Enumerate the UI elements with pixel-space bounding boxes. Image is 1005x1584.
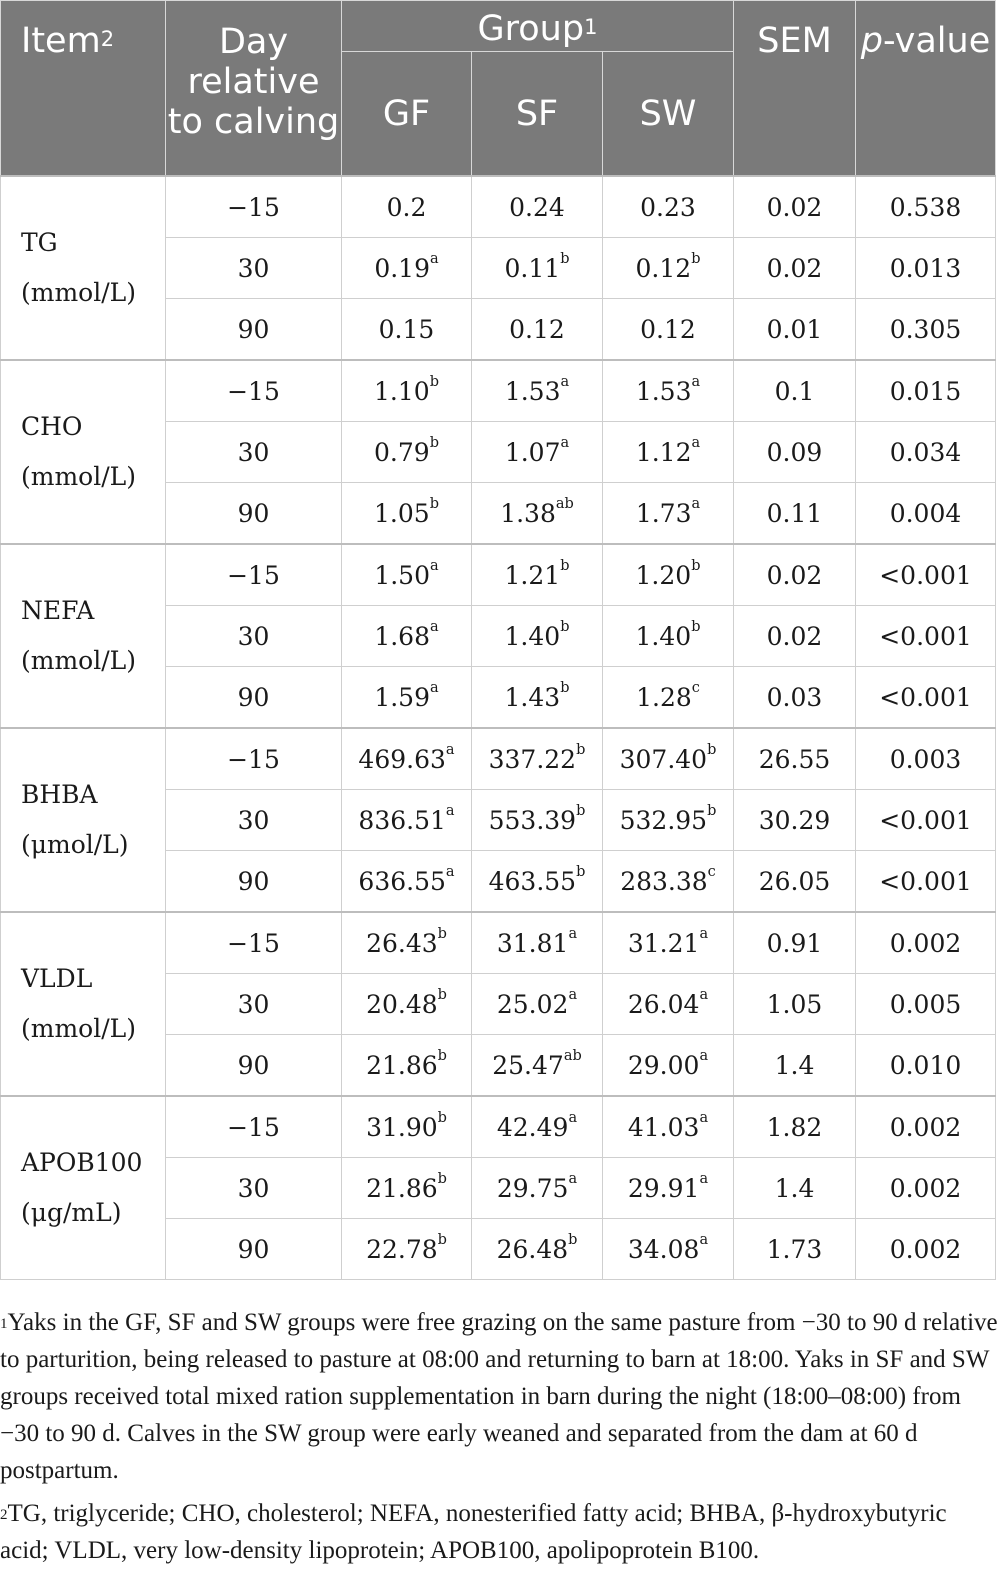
item-unit: (mmol/L) bbox=[21, 1014, 136, 1043]
superscript: b bbox=[437, 1109, 447, 1126]
cell-pvalue: 0.034 bbox=[856, 422, 996, 483]
cell-gf bbox=[342, 667, 472, 729]
value: 0.12 bbox=[509, 314, 565, 344]
item-unit: (μg/mL) bbox=[21, 1198, 122, 1227]
value: 26.48 bbox=[496, 1234, 569, 1264]
superscript: a bbox=[699, 925, 709, 942]
cell-gf bbox=[342, 606, 472, 667]
value: 0.11 bbox=[504, 253, 561, 283]
cell-gf bbox=[342, 1219, 472, 1280]
cell-pvalue: 0.013 bbox=[856, 238, 996, 299]
superscript: a bbox=[699, 1170, 709, 1187]
cell-sw bbox=[603, 606, 734, 667]
cell-sf bbox=[472, 1096, 603, 1158]
value: 553.39 bbox=[488, 805, 577, 835]
cell-gf bbox=[342, 974, 472, 1035]
cell-sf bbox=[472, 790, 603, 851]
cell-item bbox=[1, 176, 166, 360]
value: 532.95 bbox=[619, 805, 708, 835]
cell-item bbox=[1, 728, 166, 912]
header-item: Item$^2$ bbox=[1, 1, 166, 177]
item-name: VLDL bbox=[21, 964, 93, 993]
value: 1.07 bbox=[504, 437, 561, 467]
cell-sw bbox=[603, 851, 734, 913]
cell-sw bbox=[603, 1219, 734, 1280]
cell-sf bbox=[472, 1158, 603, 1219]
cell-sem: 0.1 bbox=[734, 360, 856, 422]
cell-sem: 0.11 bbox=[734, 483, 856, 545]
superscript: b bbox=[429, 495, 439, 512]
item-name: APOB100 bbox=[21, 1148, 143, 1177]
table-row bbox=[1, 1096, 996, 1158]
cell-sf bbox=[472, 238, 603, 299]
header-group: Group$^1$ bbox=[342, 1, 734, 52]
cell-sf bbox=[472, 1219, 603, 1280]
cell-sem: 0.01 bbox=[734, 299, 856, 361]
cell-day: −15 bbox=[166, 912, 342, 974]
value: 1.28 bbox=[636, 682, 692, 712]
superscript: a bbox=[691, 373, 701, 390]
superscript: a bbox=[560, 373, 570, 390]
cell-day: 30 bbox=[166, 238, 342, 299]
value: 283.38 bbox=[620, 866, 708, 896]
superscript: b bbox=[560, 250, 570, 267]
header-group-gf: GF bbox=[342, 52, 472, 177]
superscript: a bbox=[699, 986, 709, 1003]
value: 34.08 bbox=[627, 1234, 700, 1264]
cell-gf bbox=[342, 360, 472, 422]
value: 1.05 bbox=[374, 498, 430, 528]
cell-pvalue: 0.004 bbox=[856, 483, 996, 545]
value: 31.81 bbox=[496, 928, 569, 958]
cell-sem: 1.05 bbox=[734, 974, 856, 1035]
cell-sf bbox=[472, 912, 603, 974]
cell-day: 30 bbox=[166, 606, 342, 667]
header-group-sf: SF bbox=[472, 52, 603, 177]
value: 29.75 bbox=[496, 1173, 569, 1203]
superscript: a bbox=[568, 1109, 578, 1126]
superscript: a bbox=[691, 434, 701, 451]
cell-sf bbox=[472, 176, 603, 238]
superscript: b bbox=[707, 802, 717, 819]
value: 1.43 bbox=[504, 682, 561, 712]
value: 636.55 bbox=[358, 866, 446, 896]
superscript: b bbox=[437, 1170, 447, 1187]
value: 1.12 bbox=[635, 437, 692, 467]
cell-sf bbox=[472, 851, 603, 913]
cell-gf bbox=[342, 1096, 472, 1158]
cell-gf bbox=[342, 299, 472, 361]
value: 26.04 bbox=[627, 989, 700, 1019]
superscript: a bbox=[699, 1109, 709, 1126]
value: 31.90 bbox=[366, 1112, 438, 1142]
cell-gf bbox=[342, 544, 472, 606]
value: 1.50 bbox=[374, 560, 430, 590]
value: 1.40 bbox=[504, 621, 561, 651]
cell-sem: 0.02 bbox=[734, 606, 856, 667]
cell-pvalue: <0.001 bbox=[856, 544, 996, 606]
cell-pvalue: 0.305 bbox=[856, 299, 996, 361]
cell-sem: 30.29 bbox=[734, 790, 856, 851]
cell-sw bbox=[603, 176, 734, 238]
cell-gf bbox=[342, 790, 472, 851]
cell-sem: 1.4 bbox=[734, 1035, 856, 1097]
value: 26.43 bbox=[366, 928, 438, 958]
superscript: b bbox=[437, 1231, 447, 1248]
cell-gf bbox=[342, 1035, 472, 1097]
superscript: a bbox=[430, 618, 439, 635]
cell-sw bbox=[603, 483, 734, 545]
superscript: b bbox=[576, 863, 586, 880]
value: 1.73 bbox=[635, 498, 692, 528]
cell-sem: 1.4 bbox=[734, 1158, 856, 1219]
footnote-1: $^1$Yaks in the GF, SF and SW groups were free grazing on the same pasture from −30 to 90 d relative to parturition, being released to pasture at 08:00 and returning to barn at 18:00. Yaks in SF and SW groups received total mixed ration supplementation in barn during the night (18:00–08:00) from −30 to 90 d. Calves in the SW group were early weaned and separated from the dam at 60 d postpartum. bbox=[0, 1309, 998, 1484]
superscript: b bbox=[691, 557, 701, 574]
value: 0.24 bbox=[509, 192, 565, 222]
superscript: c bbox=[691, 679, 700, 696]
value: 42.49 bbox=[496, 1112, 569, 1142]
cell-pvalue: 0.010 bbox=[856, 1035, 996, 1097]
cell-sf bbox=[472, 483, 603, 545]
superscript: b bbox=[560, 557, 570, 574]
table-row bbox=[1, 912, 996, 974]
cell-item bbox=[1, 912, 166, 1096]
cell-sem: 1.73 bbox=[734, 1219, 856, 1280]
value: 337.22 bbox=[488, 744, 577, 774]
value: 25.47 bbox=[492, 1050, 564, 1080]
cell-sf bbox=[472, 606, 603, 667]
cell-day: −15 bbox=[166, 360, 342, 422]
cell-day: 30 bbox=[166, 1158, 342, 1219]
cell-pvalue: 0.002 bbox=[856, 1096, 996, 1158]
cell-sf bbox=[472, 422, 603, 483]
superscript: a bbox=[699, 1231, 709, 1248]
cell-sw bbox=[603, 667, 734, 729]
cell-pvalue: 0.015 bbox=[856, 360, 996, 422]
cell-sf bbox=[472, 667, 603, 729]
cell-sf bbox=[472, 360, 603, 422]
superscript: b bbox=[576, 802, 586, 819]
value: 469.63 bbox=[358, 744, 446, 774]
superscript: b bbox=[576, 741, 586, 758]
superscript: b bbox=[691, 618, 701, 635]
superscript: b bbox=[568, 1231, 578, 1248]
cell-day: 90 bbox=[166, 483, 342, 545]
superscript: a bbox=[430, 679, 439, 696]
superscript: a bbox=[445, 863, 455, 880]
superscript: a bbox=[445, 802, 455, 819]
value: 1.20 bbox=[635, 560, 692, 590]
cell-pvalue: 0.005 bbox=[856, 974, 996, 1035]
value: 1.59 bbox=[374, 682, 430, 712]
cell-sem: 0.02 bbox=[734, 544, 856, 606]
value: 1.21 bbox=[504, 560, 561, 590]
superscript: b bbox=[707, 741, 717, 758]
table-row bbox=[1, 728, 996, 790]
cell-pvalue: <0.001 bbox=[856, 606, 996, 667]
item-unit: (mmol/L) bbox=[21, 646, 136, 675]
cell-sf bbox=[472, 544, 603, 606]
cell-day: 90 bbox=[166, 851, 342, 913]
superscript: a bbox=[691, 495, 701, 512]
value: 463.55 bbox=[488, 866, 577, 896]
value: 21.86 bbox=[366, 1050, 438, 1080]
item-unit: (mmol/L) bbox=[21, 278, 136, 307]
value: 29.91 bbox=[627, 1173, 700, 1203]
value: 1.53 bbox=[635, 376, 692, 406]
cell-day: 90 bbox=[166, 1219, 342, 1280]
superscript: b bbox=[560, 679, 570, 696]
value: 0.15 bbox=[378, 314, 435, 344]
superscript: b bbox=[691, 250, 701, 267]
cell-gf bbox=[342, 912, 472, 974]
value: 31.21 bbox=[627, 928, 700, 958]
cell-item bbox=[1, 1096, 166, 1280]
item-name: BHBA bbox=[21, 780, 98, 809]
cell-sw bbox=[603, 790, 734, 851]
superscript: b bbox=[429, 434, 439, 451]
cell-pvalue: 0.002 bbox=[856, 912, 996, 974]
item-name: TG bbox=[21, 228, 58, 257]
cell-sem: 26.55 bbox=[734, 728, 856, 790]
item-name: NEFA bbox=[21, 596, 95, 625]
cell-sw bbox=[603, 544, 734, 606]
value: 0.23 bbox=[640, 192, 696, 222]
table-header bbox=[1, 1, 996, 177]
superscript: a bbox=[699, 1047, 709, 1064]
cell-pvalue: 0.002 bbox=[856, 1219, 996, 1280]
cell-gf bbox=[342, 851, 472, 913]
superscript: a bbox=[445, 741, 455, 758]
cell-sem: 0.03 bbox=[734, 667, 856, 729]
cell-day: 30 bbox=[166, 974, 342, 1035]
table-row bbox=[1, 360, 996, 422]
superscript: b bbox=[437, 986, 447, 1003]
cell-day: −15 bbox=[166, 544, 342, 606]
footnote-2: $^2$TG, triglyceride; CHO, cholesterol; NEFA, nonesterified fatty acid; BHBA, β-hydroxybutyric acid; VLDL, very low-density lipoprotein; APOB100, apolipoprotein B100. bbox=[0, 1500, 947, 1564]
cell-pvalue: <0.001 bbox=[856, 790, 996, 851]
superscript: ab bbox=[563, 1047, 582, 1064]
cell-gf bbox=[342, 483, 472, 545]
cell-pvalue: 0.003 bbox=[856, 728, 996, 790]
cell-gf bbox=[342, 422, 472, 483]
cell-sw bbox=[603, 1035, 734, 1097]
cell-day: −15 bbox=[166, 1096, 342, 1158]
header-sem: SEM bbox=[734, 1, 856, 177]
cell-item bbox=[1, 544, 166, 728]
cell-pvalue: <0.001 bbox=[856, 851, 996, 913]
cell-sw bbox=[603, 1158, 734, 1219]
superscript: ab bbox=[555, 495, 574, 512]
cell-sf bbox=[472, 728, 603, 790]
value: 29.00 bbox=[627, 1050, 700, 1080]
cell-sw bbox=[603, 360, 734, 422]
cell-sem: 1.82 bbox=[734, 1096, 856, 1158]
value: 836.51 bbox=[358, 805, 446, 835]
cell-sf bbox=[472, 1035, 603, 1097]
value: 22.78 bbox=[366, 1234, 438, 1264]
cell-sem: 26.05 bbox=[734, 851, 856, 913]
table-body bbox=[1, 176, 996, 1280]
cell-sf bbox=[472, 299, 603, 361]
cell-pvalue: <0.001 bbox=[856, 667, 996, 729]
table-row bbox=[1, 176, 996, 238]
value: 0.12 bbox=[635, 253, 692, 283]
table-row bbox=[1, 544, 996, 606]
cell-day: 30 bbox=[166, 790, 342, 851]
header-group-sw: SW bbox=[603, 52, 734, 177]
cell-day: 90 bbox=[166, 299, 342, 361]
superscript: b bbox=[437, 1047, 447, 1064]
value: 1.38 bbox=[500, 498, 556, 528]
header-pvalue: p-value bbox=[856, 1, 996, 177]
superscript: b bbox=[429, 373, 439, 390]
cell-gf bbox=[342, 238, 472, 299]
cell-pvalue: 0.538 bbox=[856, 176, 996, 238]
cell-sf bbox=[472, 974, 603, 1035]
cell-gf bbox=[342, 728, 472, 790]
cell-sw bbox=[603, 238, 734, 299]
value: 1.40 bbox=[635, 621, 692, 651]
value: 41.03 bbox=[627, 1112, 700, 1142]
cell-day: −15 bbox=[166, 176, 342, 238]
cell-pvalue: 0.002 bbox=[856, 1158, 996, 1219]
value: 25.02 bbox=[496, 989, 569, 1019]
value: 0.79 bbox=[374, 437, 430, 467]
cell-gf bbox=[342, 1158, 472, 1219]
superscript: a bbox=[430, 557, 439, 574]
superscript: a bbox=[568, 986, 578, 1003]
superscript: c bbox=[707, 863, 716, 880]
footnotes bbox=[0, 1304, 1000, 1575]
header-day: Day relative to calving bbox=[166, 1, 342, 177]
superscript: a bbox=[568, 1170, 578, 1187]
superscript: a bbox=[430, 250, 439, 267]
cell-sw bbox=[603, 974, 734, 1035]
value: 21.86 bbox=[366, 1173, 438, 1203]
superscript: a bbox=[560, 434, 570, 451]
item-unit: (mmol/L) bbox=[21, 462, 136, 491]
cell-sw bbox=[603, 912, 734, 974]
value: 0.2 bbox=[386, 192, 427, 222]
item-name: CHO bbox=[21, 412, 83, 441]
cell-day: 90 bbox=[166, 667, 342, 729]
cell-day: 90 bbox=[166, 1035, 342, 1097]
superscript: b bbox=[560, 618, 570, 635]
cell-sem: 0.02 bbox=[734, 238, 856, 299]
value: 307.40 bbox=[619, 744, 708, 774]
value: 1.53 bbox=[504, 376, 561, 406]
cell-day: −15 bbox=[166, 728, 342, 790]
superscript: a bbox=[568, 925, 578, 942]
cell-sw bbox=[603, 1096, 734, 1158]
value: 1.10 bbox=[374, 376, 430, 406]
cell-sem: 0.09 bbox=[734, 422, 856, 483]
cell-sem: 0.91 bbox=[734, 912, 856, 974]
value: 0.19 bbox=[374, 253, 430, 283]
cell-sw bbox=[603, 299, 734, 361]
value: 1.68 bbox=[374, 621, 430, 651]
cell-sw bbox=[603, 422, 734, 483]
cell-sem: 0.02 bbox=[734, 176, 856, 238]
item-unit: (μmol/L) bbox=[21, 830, 129, 859]
cell-day: 30 bbox=[166, 422, 342, 483]
value: 20.48 bbox=[366, 989, 438, 1019]
superscript: b bbox=[437, 925, 447, 942]
cell-gf bbox=[342, 176, 472, 238]
value: 0.12 bbox=[640, 314, 696, 344]
cell-sw bbox=[603, 728, 734, 790]
cell-item bbox=[1, 360, 166, 544]
